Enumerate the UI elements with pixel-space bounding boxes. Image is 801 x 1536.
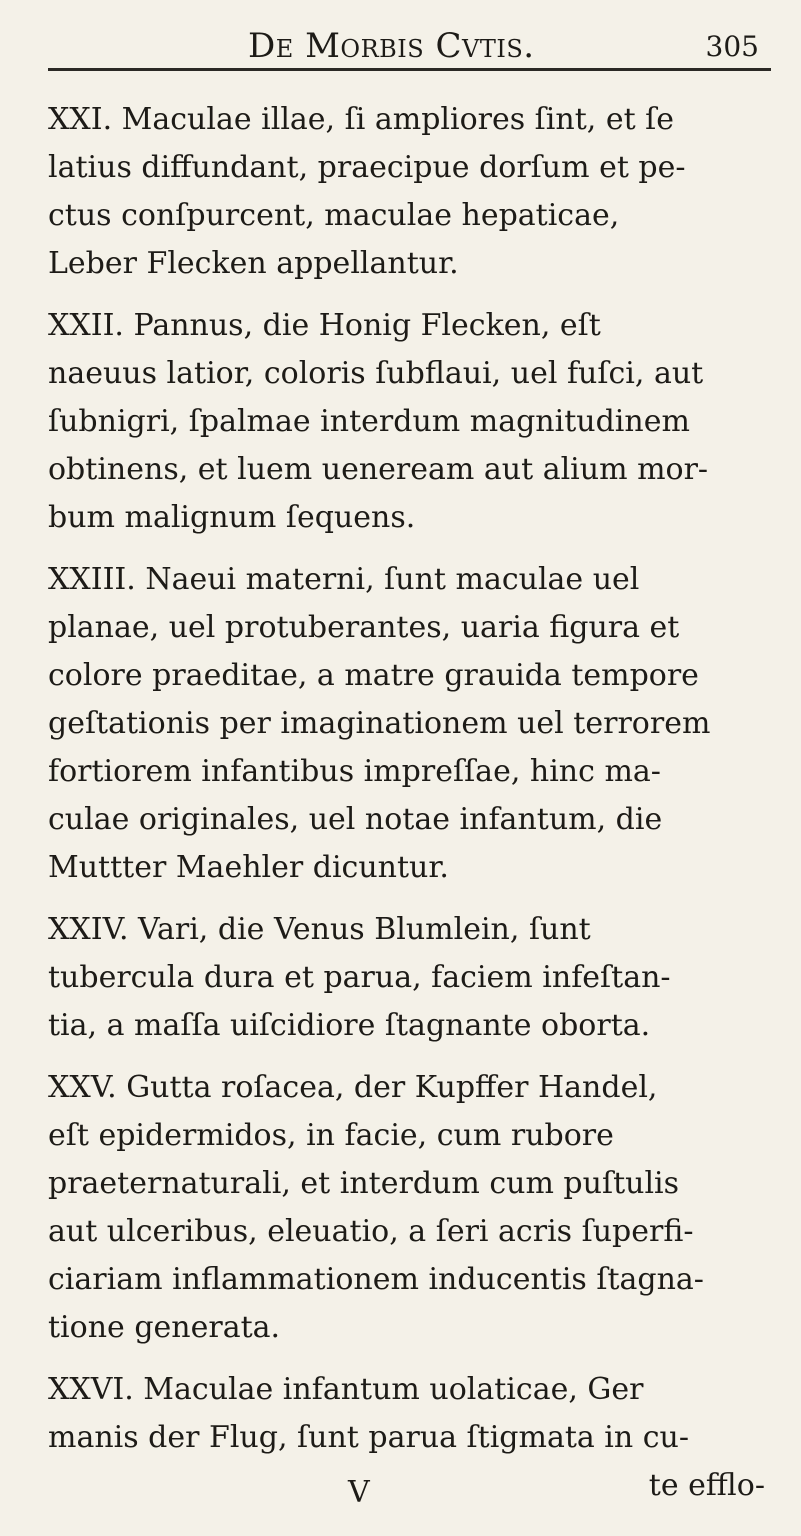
- header-rule: [48, 68, 771, 71]
- text-line: praeternaturali, et interdum cum puſtulis: [48, 1166, 680, 1201]
- page-header: [48, 18, 777, 72]
- text-line: latius diffundant, praecipue dorſum et pe-: [48, 150, 686, 185]
- text-line: XXI. Maculae illae, ſi ampliores ſint, et ſe: [48, 102, 675, 137]
- entry-xxvi: [48, 1366, 777, 1510]
- text-line: tione generata.: [48, 1310, 281, 1345]
- running-head: De Morbis Cvtis.: [248, 26, 535, 66]
- text-line: Muttter Maehler dicuntur.: [48, 850, 449, 885]
- text-line: ciariam inflammationem inducentis ſtagna-: [48, 1262, 704, 1297]
- text-line: manis der Flug, ſunt parua ſtigmata in cu-: [48, 1420, 690, 1455]
- text-line: XXVI. Maculae infantum uolaticae, Ger: [48, 1372, 644, 1407]
- text-line: XXIV. Vari, die Venus Blumlein, ſunt: [48, 912, 591, 947]
- text-line: bum malignum ſequens.: [48, 500, 416, 535]
- text-line: XXV. Gutta roſacea, der Kupffer Handel,: [48, 1070, 658, 1105]
- text-line: tia, a maſſa uiſcidiore ſtagnante oborta.: [48, 1008, 651, 1043]
- catchword: te efflo-: [648, 1468, 765, 1503]
- page-number: 305: [705, 30, 759, 63]
- text-line: Leber Flecken appellantur.: [48, 246, 459, 281]
- text-line: tubercula dura et parua, faciem infeſtan-: [48, 960, 671, 995]
- text-line: ctus conſpurcent, maculae hepaticae,: [48, 198, 620, 233]
- text-line: planae, uel protuberantes, uaria figura et: [48, 610, 680, 645]
- entry-xxv: [48, 1064, 777, 1352]
- text-line: XXIII. Naeui materni, ſunt maculae uel: [48, 562, 640, 597]
- entry-xxiii: [48, 556, 777, 892]
- text-body: [48, 96, 777, 1510]
- text-line: XXII. Pannus, die Honig Flecken, eſt: [48, 308, 601, 343]
- entry-xxii: [48, 302, 777, 542]
- page-footer: [48, 1462, 777, 1510]
- entry-xxiv: [48, 906, 777, 1050]
- text-line: naeuus latior, coloris ſubflaui, uel fuſci, aut: [48, 356, 704, 391]
- text-line: culae originales, uel notae infantum, die: [48, 802, 663, 837]
- text-line: ſubnigri, ſpalmae interdum magnitudinem: [48, 404, 690, 439]
- entry-xxi: [48, 96, 777, 288]
- text-line: geſtationis per imaginationem uel terrorem: [48, 706, 711, 741]
- text-line: eſt epidermidos, in facie, cum rubore: [48, 1118, 614, 1153]
- text-line: obtinens, et luem ueneream aut alium mor-: [48, 452, 709, 487]
- text-line: colore praeditae, a matre grauida tempore: [48, 658, 699, 693]
- text-line: fortiorem infantibus impreſſae, hinc ma-: [48, 754, 661, 789]
- text-line: aut ulceribus, eleuatio, a ſeri acris ſuperfi-: [48, 1214, 694, 1249]
- signature-mark: V: [348, 1475, 370, 1510]
